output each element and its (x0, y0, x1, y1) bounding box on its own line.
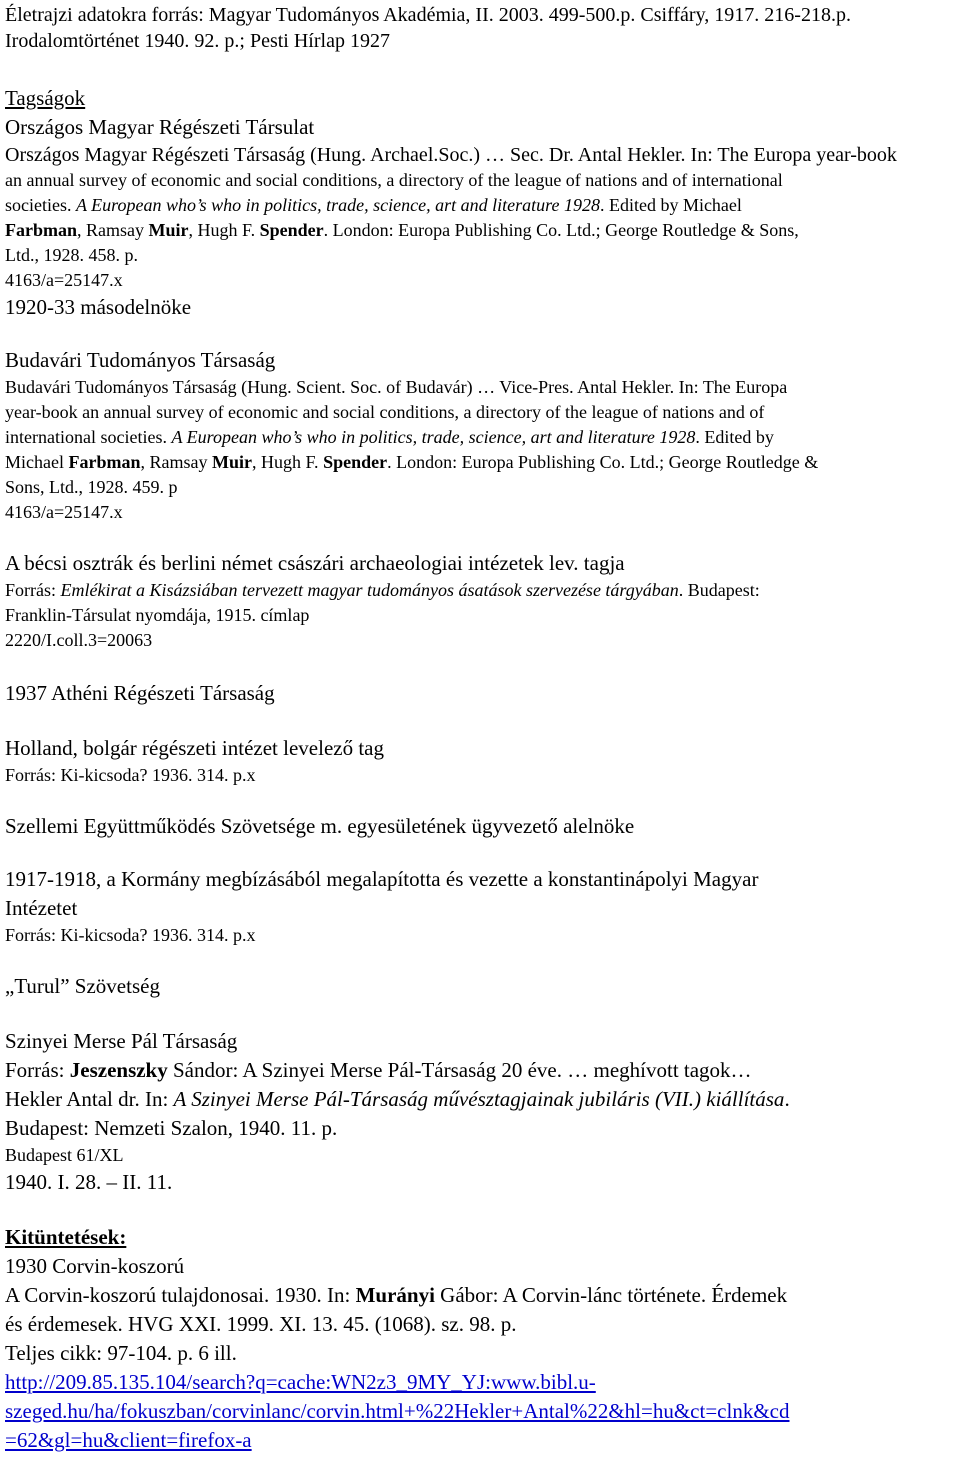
konstantinapoly-source: Forrás: Ki-kicsoda? 1936. 314. p.x (5, 925, 256, 945)
becsi-text: Forrás: (5, 580, 61, 600)
omrt-signature: 4163/a=25147.x (5, 270, 123, 290)
budavari-entry-line-4 (5, 450, 955, 475)
szinyei-signature: Budapest 61/XL (5, 1145, 124, 1165)
bio-source-line-1: Életrajzi adatokra forrás: Magyar Tudományos Akadémia, II. 2003. 499-500.p. Csiffáry, 1917. 216-218.p. (5, 4, 851, 26)
editor-name: Muir (211, 452, 252, 472)
omrt-entry-line-1: Országos Magyar Régészeti Társaság (Hung. Archael.Soc.) … Sec. Dr. Antal Hekler. In: The Europa year-book (5, 144, 897, 166)
author-name: Murányi (355, 1283, 435, 1307)
konstantinapoly-line-2: Intézetet (5, 896, 78, 920)
szinyei-text: . (784, 1087, 790, 1111)
turul-entry: „Turul” Szövetség (5, 974, 160, 998)
becsi-source-line-1 (5, 578, 955, 603)
url-line-3[interactable]: =62&gl=hu&client=firefox-a (5, 1428, 252, 1452)
szinyei-source-line-2 (5, 1085, 955, 1114)
szellemi-entry: Szellemi Együttműködés Szövetsége m. egyesületének ügyvezető alelnöke (5, 814, 635, 838)
szinyei-dates: 1940. I. 28. – II. 11. (5, 1170, 173, 1194)
editor-name: Spender (259, 220, 324, 240)
url-line-1[interactable]: http://209.85.135.104/search?q=cache:WN2z3_9MY_YJ:www.bibl.u- (5, 1370, 596, 1394)
becsi-text: . Budapest: (678, 580, 760, 600)
omrt-text: societies. (5, 195, 76, 215)
budavari-entry-line-1: Budavári Tudományos Társaság (Hung. Scient. Soc. of Budavár) … Vice-Pres. Antal Hekler. In: The Europa (5, 377, 788, 397)
becsi-title: A bécsi osztrák és berlini német császári archaeologiai intézetek lev. tagja (5, 551, 625, 575)
bio-source-line-2: Irodalomtörténet 1940. 92. p.; Pesti Hírlap 1927 (5, 30, 390, 52)
memberships-heading: Tagságok (5, 86, 86, 110)
budavari-text: , Ramsay (140, 452, 212, 472)
award-source-line-2: és érdemesek. HVG XXI. 1999. XI. 13. 45. (1068). sz. 98. p. (5, 1312, 517, 1336)
omrt-entry-line-3 (5, 193, 955, 218)
omrt-entry-line-2: an annual survey of economic and social conditions, a directory of the league of nations and of international (5, 170, 783, 190)
szinyei-text: Hekler Antal dr. In: (5, 1087, 174, 1111)
editor-name: Farbman (68, 452, 141, 472)
omrt-book-title: A European who’s who in politics, trade, science, art and literature 1928 (75, 195, 600, 215)
award-full-article: Teljes cikk: 97-104. p. 6 ill. (5, 1341, 237, 1365)
szinyei-title: Szinyei Merse Pál Társaság (5, 1029, 238, 1053)
omrt-text: , Ramsay (77, 220, 149, 240)
becsi-signature: 2220/I.coll.3=20063 (5, 630, 153, 650)
award-text: A Corvin-koszorú tulajdonosai. 1930. In: (5, 1283, 356, 1307)
awards-heading: Kitüntetések: (5, 1225, 127, 1249)
budavari-text: Michael (5, 452, 69, 472)
award-item: 1930 Corvin-koszorú (5, 1254, 185, 1278)
author-name: Jeszenszky (69, 1058, 168, 1082)
becsi-book-title: Emlékirat a Kisázsiában tervezett magyar tudományos ásatások szervezése tárgyában (60, 580, 679, 600)
budavari-entry-line-5: Sons, Ltd., 1928. 459. p (5, 477, 178, 497)
budavari-text: , Hugh F. (251, 452, 324, 472)
document-page (5, 2, 955, 1455)
omrt-text: . London: Europa Publishing Co. Ltd.; George Routledge & Sons, (323, 220, 799, 240)
budavari-entry-line-3 (5, 425, 955, 450)
omrt-text: . Edited by Michael (599, 195, 742, 215)
szinyei-source-line-3: Budapest: Nemzeti Szalon, 1940. 11. p. (5, 1116, 338, 1140)
omrt-role: 1920-33 másodelnöke (5, 295, 192, 319)
konstantinapoly-line-1: 1917-1918, a Kormány megbízásából megalapította és vezette a konstantinápolyi Magyar (5, 867, 759, 891)
budavari-book-title: A European who’s who in politics, trade, science, art and literature 1928 (171, 427, 696, 447)
szinyei-source-line-1 (5, 1056, 955, 1085)
award-source-line-1 (5, 1281, 955, 1310)
budavari-text: . London: Europa Publishing Co. Ltd.; George Routledge & (387, 452, 819, 472)
award-source-link[interactable] (5, 1368, 955, 1455)
omrt-text: , Hugh F. (188, 220, 260, 240)
award-text: Gábor: A Corvin-lánc története. Érdemek (434, 1283, 788, 1307)
holland-source: Forrás: Ki-kicsoda? 1936. 314. p.x (5, 765, 256, 785)
budavari-entry-line-2: year-book an annual survey of economic and social conditions, a directory of the league of nations and of (5, 402, 765, 422)
szinyei-catalog-title: A Szinyei Merse Pál-Társaság művésztagjainak jubiláris (VII.) kiállítása (173, 1087, 785, 1111)
holland-title: Holland, bolgár régészeti intézet levelező tag (5, 736, 384, 760)
budavari-text: . Edited by (695, 427, 774, 447)
szinyei-text: Forrás: (5, 1058, 70, 1082)
budavari-title: Budavári Tudományos Társaság (5, 348, 276, 372)
editor-name: Farbman (5, 220, 77, 240)
budavari-signature: 4163/a=25147.x (5, 502, 123, 522)
editor-name: Muir (148, 220, 189, 240)
budavari-text: international societies. (5, 427, 172, 447)
omrt-title: Országos Magyar Régészeti Társulat (5, 115, 315, 139)
url-line-2[interactable]: szeged.hu/ha/fokuszban/corvinlanc/corvin.html+%22Hekler+Antal%22&hl=hu&ct=clnk&cd (5, 1399, 790, 1423)
atheni-entry: 1937 Athéni Régészeti Társaság (5, 681, 275, 705)
becsi-source-line-2: Franklin-Társulat nyomdája, 1915. címlap (5, 605, 310, 625)
szinyei-text: Sándor: A Szinyei Merse Pál-Társaság 20 éve. … meghívott tagok… (167, 1058, 752, 1082)
editor-name: Spender (323, 452, 388, 472)
omrt-entry-line-4 (5, 218, 955, 243)
omrt-entry-line-5: Ltd., 1928. 458. p. (5, 245, 138, 265)
